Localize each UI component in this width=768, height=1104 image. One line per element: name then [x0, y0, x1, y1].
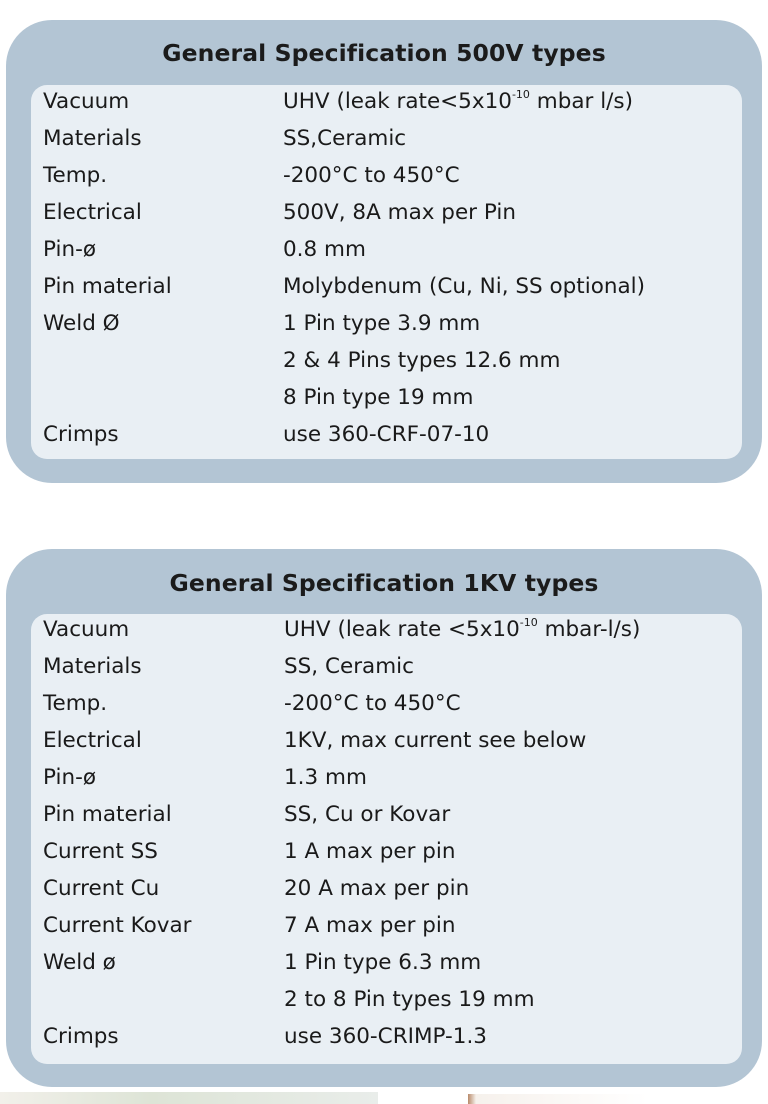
- spec-row: [31, 237, 742, 274]
- spec-row: [31, 950, 742, 987]
- spec-key: Current SS: [43, 839, 158, 864]
- spec-row: [31, 348, 742, 385]
- spec-row: [31, 200, 742, 237]
- spec-value: 20 A max per pin: [284, 876, 470, 901]
- spec-row: [31, 913, 742, 950]
- spec-key: Electrical: [43, 728, 142, 753]
- spec-row: [31, 876, 742, 913]
- spec-value: SS,Ceramic: [283, 126, 407, 151]
- spec-row: [31, 163, 742, 200]
- spec-table: [31, 85, 742, 459]
- spec-value: use 360-CRF-07-10: [283, 422, 490, 447]
- spec-row: [31, 691, 742, 728]
- spec-value: 2 to 8 Pin types 19 mm: [284, 987, 535, 1012]
- spec-row: [31, 839, 742, 876]
- spec-value: 1 A max per pin: [284, 839, 456, 864]
- spec-key: Weld Ø: [43, 311, 120, 336]
- spec-key: Temp.: [43, 691, 108, 716]
- spec-key: Current Cu: [43, 876, 160, 901]
- spec-value: 0.8 mm: [283, 237, 366, 262]
- spec-value: 1KV, max current see below: [284, 728, 587, 753]
- spec-value: SS, Cu or Kovar: [284, 802, 451, 827]
- spec-row: [31, 311, 742, 348]
- spec-value: -200°C to 450°C: [283, 163, 460, 188]
- spec-value: 500V, 8A max per Pin: [283, 200, 516, 225]
- spec-row: [31, 385, 742, 422]
- spec-row: [31, 274, 742, 311]
- spec-key: Vacuum: [43, 617, 130, 642]
- spec-value: UHV (leak $rate<5x10^{-10}$ mbar l/s): [283, 87, 634, 114]
- spec-row: [31, 617, 742, 654]
- spec-value: 8 Pin type 19 mm: [283, 385, 474, 410]
- spec-card-1kv: [6, 549, 762, 1087]
- spec-key: Crimps: [43, 1024, 119, 1049]
- spec-card-500v: [6, 20, 762, 483]
- spec-row: [31, 654, 742, 691]
- spec-key: Vacuum: [43, 89, 130, 114]
- spec-value: SS, Ceramic: [284, 654, 414, 679]
- spec-row: [31, 422, 742, 459]
- spec-value: 7 A max per pin: [284, 913, 456, 938]
- spec-card-title: General Specification 500V types: [162, 39, 606, 67]
- spec-value: 2 & 4 Pins types 12.6 mm: [283, 348, 561, 373]
- spec-value: -200°C to 450°C: [284, 691, 461, 716]
- spec-row: [31, 802, 742, 839]
- spec-key: Pin-ø: [43, 765, 97, 790]
- spec-row: [31, 765, 742, 802]
- product-image-right: [468, 1094, 768, 1104]
- spec-key: Materials: [43, 126, 142, 151]
- spec-key: Pin material: [43, 274, 172, 299]
- spec-value: 1.3 mm: [284, 765, 367, 790]
- spec-value: 1 Pin type 3.9 mm: [283, 311, 481, 336]
- spec-row: [31, 89, 742, 126]
- spec-key: Pin-ø: [43, 237, 97, 262]
- spec-key: Weld ø: [43, 950, 116, 975]
- spec-row: [31, 987, 742, 1024]
- spec-value: Molybdenum (Cu, Ni, SS optional): [283, 274, 646, 299]
- spec-key: Electrical: [43, 200, 142, 225]
- spec-key: Current Kovar: [43, 913, 192, 938]
- spec-key: Crimps: [43, 422, 119, 447]
- spec-value: use 360-CRIMP-1.3: [284, 1024, 487, 1049]
- spec-card-title: General Specification 1KV types: [169, 569, 599, 597]
- spec-row: [31, 126, 742, 163]
- spec-table: [31, 614, 742, 1064]
- product-image-left: [0, 1092, 378, 1104]
- spec-row: [31, 728, 742, 765]
- spec-key: Pin material: [43, 802, 172, 827]
- spec-key: Materials: [43, 654, 142, 679]
- spec-value: 1 Pin type 6.3 mm: [284, 950, 482, 975]
- spec-value: UHV (leak rate $<5x10^{-10}$ mbar-l/s): [284, 615, 641, 642]
- spec-key: Temp.: [43, 163, 108, 188]
- spec-row: [31, 1024, 742, 1061]
